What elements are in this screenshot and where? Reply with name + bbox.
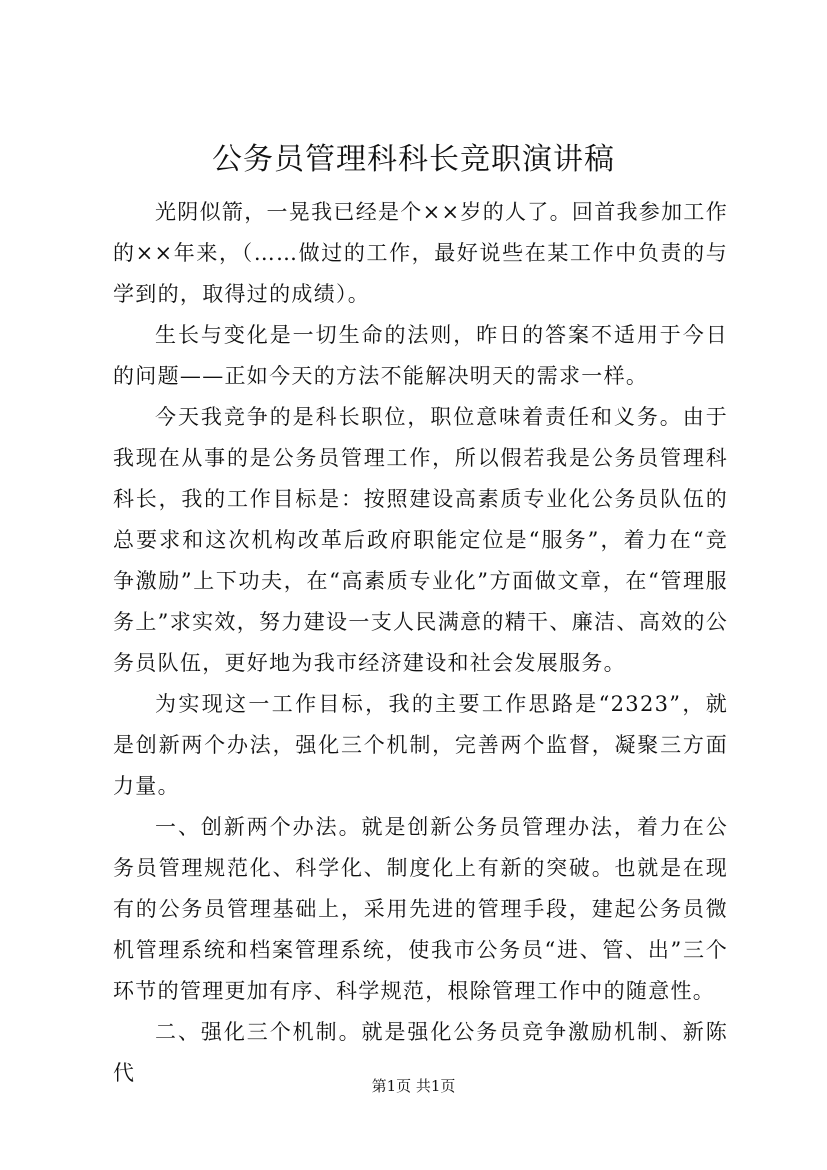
page-footer: 第1页 共1页 bbox=[371, 1077, 456, 1095]
paragraph-section-two: 二、强化三个机制。就是强化公务员竞争激励机制、新陈代 bbox=[113, 1020, 728, 1085]
paragraph-section-one: 一、创新两个办法。就是创新公务员管理办法，着力在公务员管理规范化、科学化、制度化上有新的突破。也就是在现有的公务员管理基础上，采用先进的管理手段，建起公务员微机管理系统和档案管理系统，使我市公务员“进、管、出”三个环节的管理更加有序、科学规范，根除管理工作中的随意性。 bbox=[113, 815, 728, 1003]
paragraph-change: 生长与变化是一切生命的法则，昨日的答案不适用于今日的问题——正如今天的方法不能解决明天的需求一样。 bbox=[113, 323, 728, 388]
paragraph-approach: 为实现这一工作目标，我的主要工作思路是“2323”，就是创新两个办法，强化三个机制，完善两个监督，凝聚三方面力量。 bbox=[113, 692, 728, 798]
document-body bbox=[113, 192, 728, 1094]
paragraph-intro: 光阴似箭，一晃我已经是个××岁的人了。回首我参加工作的××年来，（……做过的工作，最好说些在某工作中负责的与学到的，取得过的成绩）。 bbox=[113, 200, 728, 306]
paragraph-goal: 今天我竞争的是科长职位，职位意味着责任和义务。由于我现在从事的是公务员管理工作，所以假若我是公务员管理科科长，我的工作目标是：按照建设高素质专业化公务员队伍的总要求和这次机构改革后政府职能定位是“服务”，着力在“竞争激励”上下功夫，在“高素质专业化”方面做文章，在“管理服务上”求实效，努力建设一支人民满意的精干、廉洁、高效的公务员队伍，更好地为我市经济建设和社会发展服务。 bbox=[113, 405, 728, 675]
document-title: 公务员管理科科长竞职演讲稿 bbox=[212, 142, 615, 177]
